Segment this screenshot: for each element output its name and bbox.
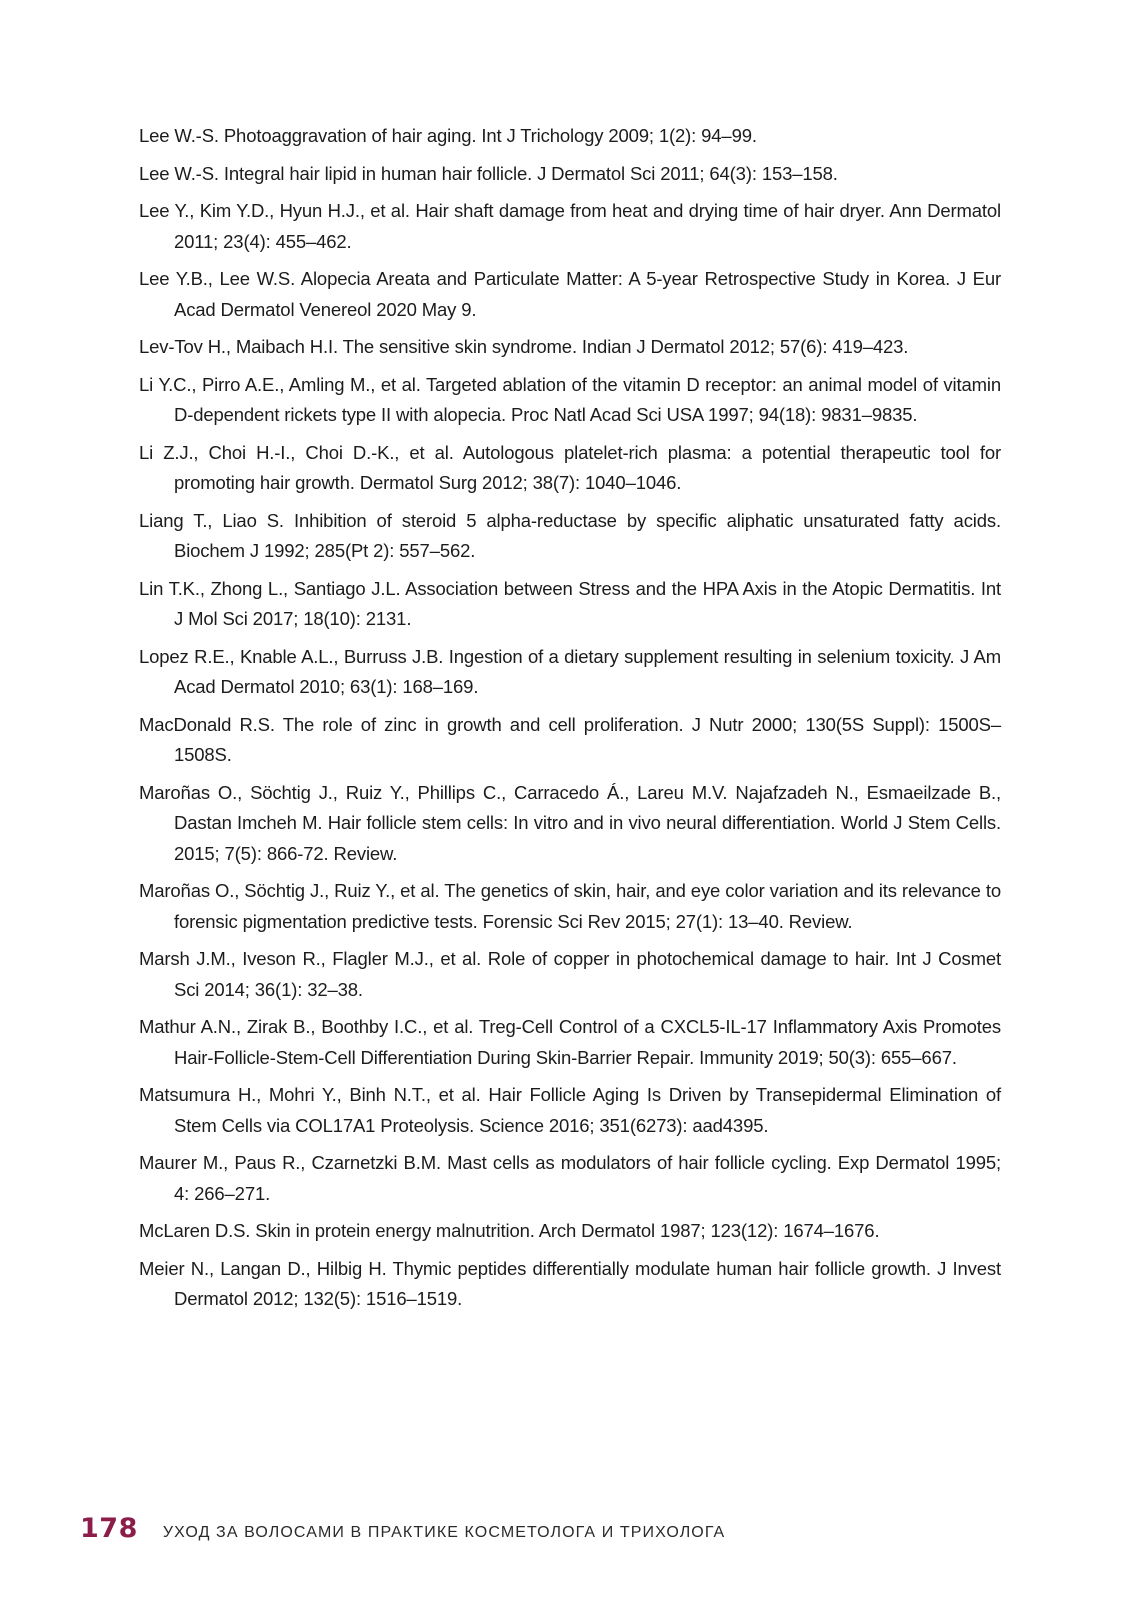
reference-item: Maroñas O., Söchtig J., Ruiz Y., Phillips C., Carracedo Á., Lareu M.V. Najafzadeh N., Esmaeilzade B., Dastan Imcheh M. Hair follicle stem cells: In vitro and in vivo neural differentiation. World J Stem Cells. 2015; 7(5): 866-72. Review.: [139, 781, 1001, 864]
reference-item: Lin T.K., Zhong L., Santiago J.L. Association between Stress and the HPA Axis in the Atopic Dermatitis. Int J Mol Sci 2017; 18(10): 2131.: [139, 577, 1001, 629]
reference-item: Lee W.-S. Photoaggravation of hair aging. Int J Trichology 2009; 1(2): 94–99.: [139, 125, 757, 146]
reference-item: Lee Y.B., Lee W.S. Alopecia Areata and Particulate Matter: A 5-year Retrospective Study in Korea. J Eur Acad Dermatol Venereol 2020 May 9.: [139, 268, 1001, 320]
reference-item: Meier N., Langan D., Hilbig H. Thymic peptides differentially modulate human hair follicle growth. J Invest Dermatol 2012; 132(5): 1516–1519.: [139, 1257, 1001, 1309]
reference-item: Lee Y., Kim Y.D., Hyun H.J., et al. Hair shaft damage from heat and drying time of hair dryer. Ann Dermatol 2011; 23(4): 455–462.: [139, 200, 1001, 252]
reference-item: Maroñas O., Söchtig J., Ruiz Y., et al. The genetics of skin, hair, and eye color variation and its relevance to forensic pigmentation predictive tests. Forensic Sci Rev 2015; 27(1): 13–40. Review.: [139, 880, 1001, 932]
reference-list: [139, 121, 1001, 1322]
reference-item: Marsh J.M., Iveson R., Flagler M.J., et al. Role of copper in photochemical damage to hair. Int J Cosmet Sci 2014; 36(1): 32–38.: [139, 948, 1001, 1000]
running-title: УХОД ЗА ВОЛОСАМИ В ПРАКТИКЕ КОСМЕТОЛОГА И ТРИХОЛОГА: [162, 1524, 726, 1541]
page-footer: [80, 1513, 725, 1544]
reference-item: Liang T., Liao S. Inhibition of steroid 5 alpha-reductase by specific aliphatic unsaturated fatty acids. Biochem J 1992; 285(Pt 2): 557–562.: [139, 509, 1001, 561]
reference-item: Maurer M., Paus R., Czarnetzki B.M. Mast cells as modulators of hair follicle cycling. Exp Dermatol 1995; 4: 266–271.: [139, 1152, 1001, 1204]
reference-item: Lopez R.E., Knable A.L., Burruss J.B. Ingestion of a dietary supplement resulting in selenium toxicity. J Am Acad Dermatol 2010; 63(1): 168–169.: [139, 645, 1001, 697]
page-number: 178: [80, 1513, 138, 1544]
reference-item: Matsumura H., Mohri Y., Binh N.T., et al. Hair Follicle Aging Is Driven by Transepidermal Elimination of Stem Cells via COL17A1 Proteolysis. Science 2016; 351(6273): aad4395.: [139, 1084, 1001, 1136]
reference-item: Lee W.-S. Integral hair lipid in human hair follicle. J Dermatol Sci 2011; 64(3): 153–158.: [139, 162, 838, 184]
reference-item: MacDonald R.S. The role of zinc in growth and cell proliferation. J Nutr 2000; 130(5S Suppl): 1500S–1508S.: [139, 713, 1001, 765]
reference-item: Li Y.C., Pirro A.E., Amling M., et al. Targeted ablation of the vitamin D receptor: an animal model of vitamin D-dependent rickets type II with alopecia. Proc Natl Acad Sci USA 1997; 94(18): 9831–9835.: [139, 373, 1001, 425]
reference-item: Mathur A.N., Zirak B., Boothby I.C., et al. Treg-Cell Control of a CXCL5-IL-17 Inflammatory Axis Promotes Hair-Follicle-Stem-Cell Differentiation During Skin-Barrier Repair. Immunity 2019; 50(3): 655–667.: [139, 1016, 1001, 1068]
reference-item: McLaren D.S. Skin in protein energy malnutrition. Arch Dermatol 1987; 123(12): 1674–1676.: [139, 1220, 880, 1241]
reference-item: Lev-Tov H., Maibach H.I. The sensitive skin syndrome. Indian J Dermatol 2012; 57(6): 419–423.: [139, 336, 909, 357]
reference-item: Li Z.J., Choi H.-I., Choi D.-K., et al. Autologous platelet-rich plasma: a potential therapeutic tool for promoting hair growth. Dermatol Surg 2012; 38(7): 1040–1046.: [139, 441, 1001, 493]
